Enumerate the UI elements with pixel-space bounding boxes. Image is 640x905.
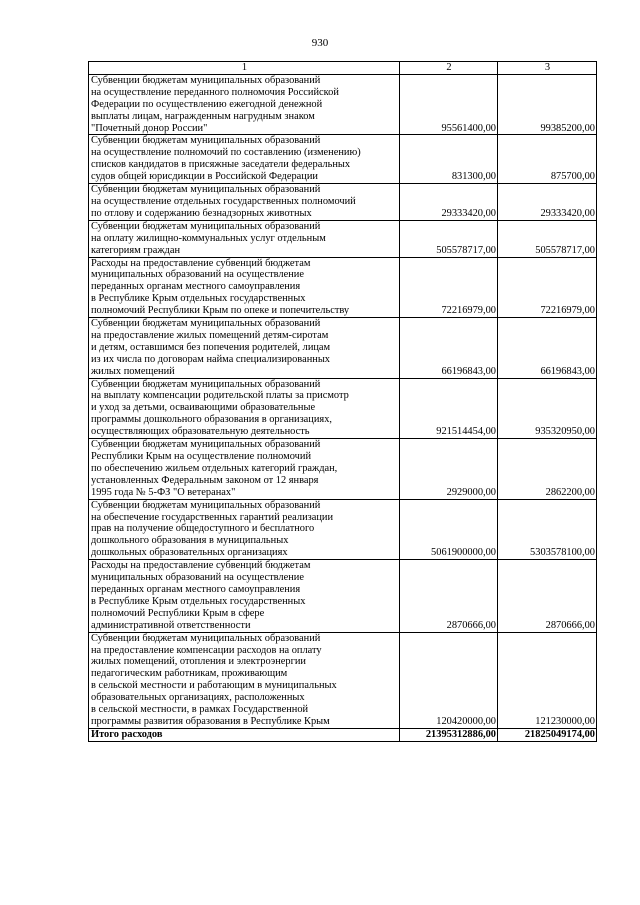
row-value-col3: 935320950,00	[498, 378, 597, 439]
table-row	[89, 499, 597, 560]
row-value-col2: 2870666,00	[400, 560, 498, 632]
table-row	[89, 318, 597, 379]
row-description: Субвенции бюджетам муниципальных образований на осуществление отдельных государственных полномочий по отлову и содержанию безнадзорных животных	[89, 184, 400, 221]
row-value-col3: 5303578100,00	[498, 499, 597, 560]
table-row	[89, 74, 597, 135]
row-value-col3: 66196843,00	[498, 318, 597, 379]
row-value-col3: 29333420,00	[498, 184, 597, 221]
total-label: Итого расходов	[89, 728, 400, 741]
row-description: Расходы на предоставление субвенций бюджетам муниципальных образований на осуществление переданных органам местного самоуправления в Республике Крым отдельных государственных полномочий Республики Крым по опеке и попечительству	[89, 257, 400, 318]
row-value-col2: 505578717,00	[400, 220, 498, 257]
table-row	[89, 135, 597, 184]
row-value-col2: 29333420,00	[400, 184, 498, 221]
row-description: Субвенции бюджетам муниципальных образований на предоставление жилых помещений детям-сиротам и детям, оставшимся без попечения родителей, лицам из их числа по договорам найма специализированных жилых помещений	[89, 318, 400, 379]
row-value-col2: 921514454,00	[400, 378, 498, 439]
row-value-col3: 121230000,00	[498, 632, 597, 728]
budget-table	[88, 61, 597, 742]
row-value-col3: 72216979,00	[498, 257, 597, 318]
total-value-col2: 21395312886,00	[400, 728, 498, 741]
row-value-col2: 95561400,00	[400, 74, 498, 135]
column-header-1: 1	[89, 62, 400, 75]
row-value-col3: 505578717,00	[498, 220, 597, 257]
header-row	[89, 62, 597, 75]
table-row	[89, 439, 597, 500]
row-description: Субвенции бюджетам муниципальных образований на осуществление переданного полномочия Российской Федерации по осуществлению ежегодной денежной выплаты лицам, награжденным нагрудным знаком "Почетный донор России"	[89, 74, 400, 135]
row-value-col2: 66196843,00	[400, 318, 498, 379]
row-value-col3: 2862200,00	[498, 439, 597, 500]
table-row	[89, 378, 597, 439]
table-row	[89, 560, 597, 632]
row-description: Субвенции бюджетам муниципальных образований Республики Крым на осуществление полномочий по обеспечению жильем отдельных категорий граждан, установленных Федеральным законом от 12 января 1995 года № 5-ФЗ "О ветеранах"	[89, 439, 400, 500]
row-value-col2: 120420000,00	[400, 632, 498, 728]
row-description: Субвенции бюджетам муниципальных образований на осуществление полномочий по составлению (изменению) списков кандидатов в присяжные заседатели федеральных судов общей юрисдикции в Российской Федерации	[89, 135, 400, 184]
page-number: 930	[311, 37, 329, 49]
row-value-col3: 875700,00	[498, 135, 597, 184]
table-row	[89, 184, 597, 221]
row-description: Субвенции бюджетам муниципальных образований на выплату компенсации родительской платы за присмотр и уход за детьми, осваивающими образовательные программы дошкольного образования в организациях, осуществляющих образовательную деятельность	[89, 378, 400, 439]
table-row	[89, 257, 597, 318]
row-description: Расходы на предоставление субвенций бюджетам муниципальных образований на осуществление переданных органам местного самоуправления в Республике Крым отдельных государственных полномочий Республики Крым в сфере административной ответственности	[89, 560, 400, 632]
row-description: Субвенции бюджетам муниципальных образований на предоставление компенсации расходов на оплату жилых помещений, отопления и электроэнергии педагогическим работникам, проживающим в сельской местности и работающим в муниципальных образовательных организациях, расположенных в сельской местности, в рамках Государственной программы развития образования в Республике Крым	[89, 632, 400, 728]
column-header-2: 2	[400, 62, 498, 75]
row-value-col2: 5061900000,00	[400, 499, 498, 560]
total-row	[89, 728, 597, 741]
row-value-col2: 2929000,00	[400, 439, 498, 500]
row-description: Субвенции бюджетам муниципальных образований на обеспечение государственных гарантий реализации прав на получение общедоступного и бесплатного дошкольного образования в муниципальных дошкольных образовательных организациях	[89, 499, 400, 560]
budget-table-body	[89, 62, 597, 742]
row-value-col2: 831300,00	[400, 135, 498, 184]
table-row	[89, 220, 597, 257]
table-row	[89, 632, 597, 728]
row-value-col3: 99385200,00	[498, 74, 597, 135]
column-header-3: 3	[498, 62, 597, 75]
row-value-col2: 72216979,00	[400, 257, 498, 318]
row-value-col3: 2870666,00	[498, 560, 597, 632]
row-description: Субвенции бюджетам муниципальных образований на оплату жилищно-коммунальных услуг отдельным категориям граждан	[89, 220, 400, 257]
total-value-col3: 21825049174,00	[498, 728, 597, 741]
